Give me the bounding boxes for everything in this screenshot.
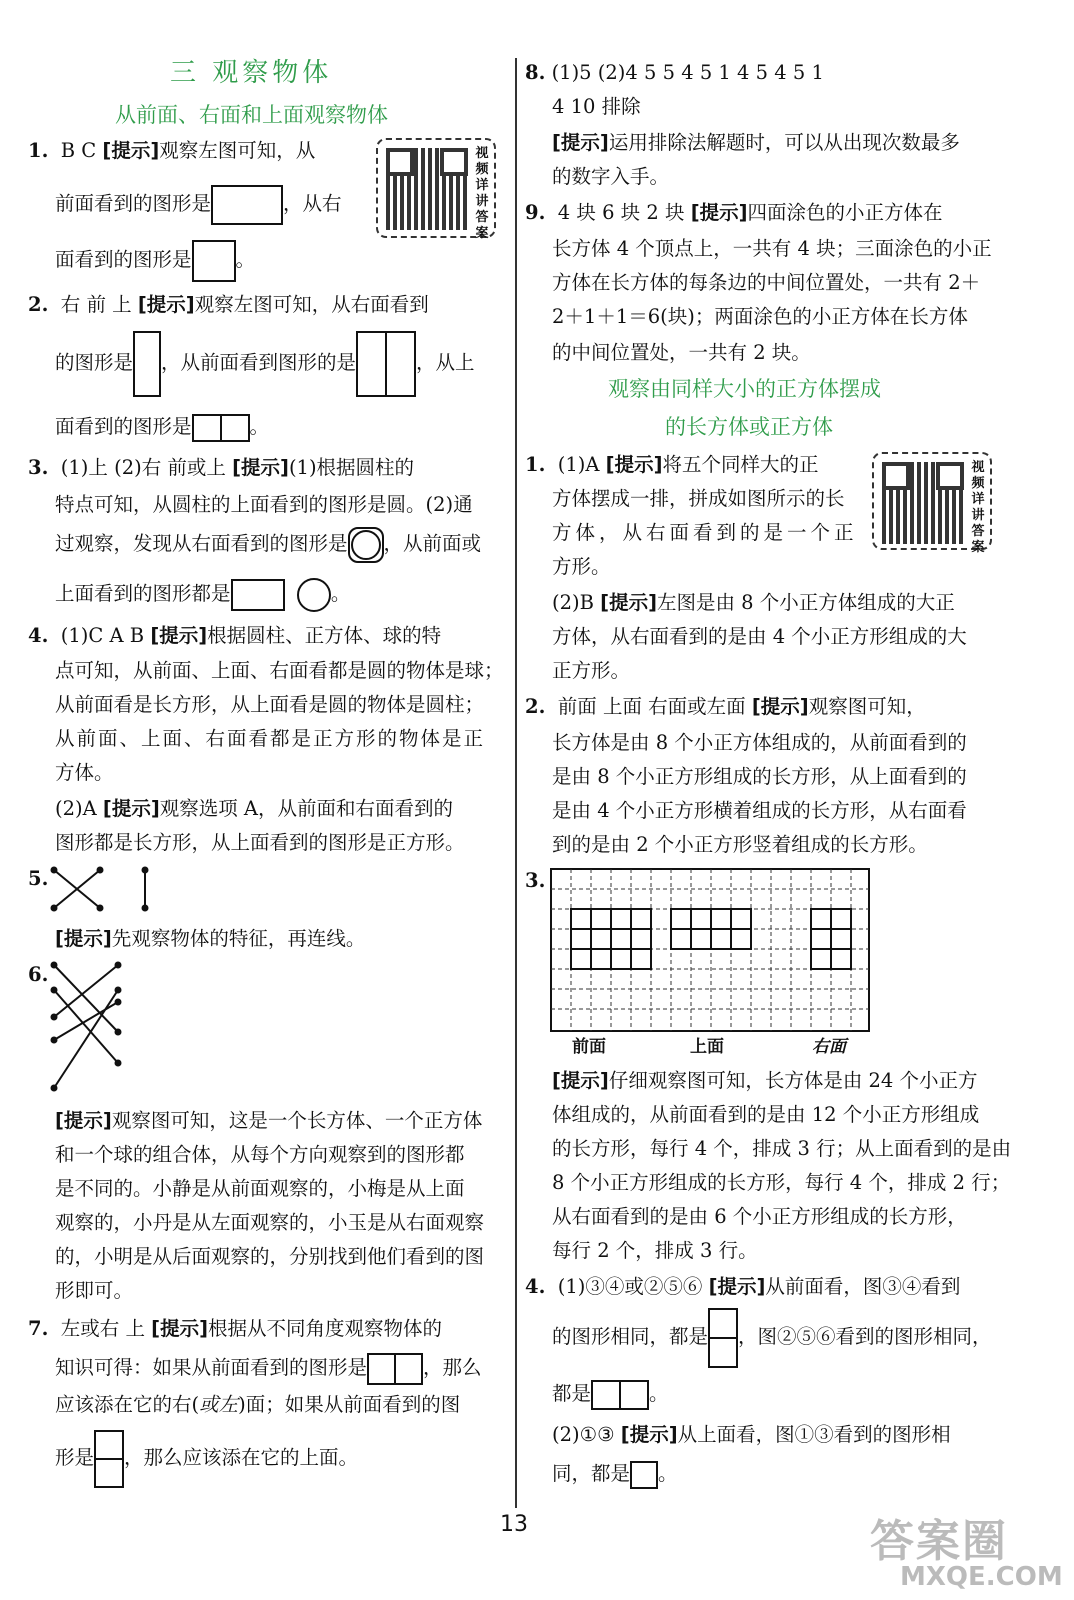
question-4-line-4: 从前面、上面、右面看都是正方形的物体是正 [55,727,486,750]
question-8-line-4: 的数字入手。 [552,165,670,188]
question-8-line-3: [提示]运用排除法解题时，可以从出现次数最多 [552,131,960,154]
matching-lines-q6 [48,960,128,1096]
column-divider [515,58,517,1508]
two-square-row-figure [591,1380,649,1410]
two-vertical-rect-figure [356,331,416,397]
part2-question-2-line-5: 到的是由 2 个小正方形竖着组成的长方形。 [552,833,928,856]
question-7-line-1: 7. 左或右 上 [提示]根据从不同角度观察物体的 [28,1317,443,1340]
qr-code-image [882,462,964,544]
question-6-line-1: [提示]观察图可知，这是一个长方体、一个正方体 [55,1109,483,1132]
rectangle-figure [231,579,285,611]
question-4-line-6: (2)A [提示]观察选项 A，从前面和右面看到的 [55,797,454,820]
part2-question-1-line-6: 方体，从右面看到的是由 4 个小正方形组成的大 [552,625,967,648]
part2-question-4-line-4: (2)①③ [提示]从上面看，图①③看到的图形相 [552,1423,951,1446]
question-5-hint: [提示]先观察物体的特征，再连线。 [55,927,366,950]
part2-question-4-line-2: 的图形相同，都是 ，图②⑤⑥看到的图形相同， [552,1306,992,1368]
question-4-line-5: 方体。 [55,761,114,784]
question-5-number: 5. [28,867,49,890]
question-1-line-2: 前面看到的图形是 ，从右 [55,182,342,226]
question-6-line-4: 观察的，小丹是从左面观察的，小玉是从右面观察 [55,1211,485,1234]
label-front: 前面 [572,1037,606,1057]
circle-figure [297,578,331,612]
square-figure [192,240,236,282]
part2-question-2-line-2: 长方体是由 8 个小正方体组成的，从前面看到的 [552,731,967,754]
qr-label: 视频详讲答案 [475,146,489,241]
part2-question-1-line-3: 方体，从右面看到的是一个正 [552,521,858,544]
question-2-line-2: 的图形是 ，从前面看到图形的是 ，从上 [55,330,475,397]
question-3-line-2: 特点可知，从圆柱的上面看到的图形是圆。(2)通 [55,493,473,516]
section-subtitle-2a: 观察由同样大小的正方体摆成 [608,377,881,401]
question-7-line-2: 知识可得：如果从前面看到的图形是 ，那么 [55,1350,482,1386]
question-1-line-3: 面看到的图形是 。 [55,238,255,282]
part2-question-3-line-1: [提示]仔细观察图可知，长方体是由 24 个小正方 [552,1069,978,1092]
part2-question-2-line-1: 2. 前面 上面 右面或左面 [提示]观察图可知， [525,695,926,718]
question-8-line-2: 4 10 排除 [552,95,641,118]
part2-question-3-line-2: 体组成的，从前面看到的是由 12 个小正方形组成 [552,1103,980,1126]
question-9-line-3: 方体在长方体的每条边的中间位置处，一共有 2＋ [552,271,981,294]
label-right: 右面 [812,1037,846,1057]
question-9-line-5: 的中间位置处，一共有 2 块。 [552,341,811,364]
watermark-logo: 答案圈 [870,1516,1008,1567]
qr-code-2[interactable] [872,452,992,555]
part2-question-4-line-5: 同，都是 。 [552,1458,678,1490]
two-square-row-figure [192,414,250,442]
two-square-row-figure [367,1353,423,1385]
question-7-line-4: 形是 ，那么应该添在它的上面。 [55,1428,358,1488]
question-4-line-3: 从前面看是长方形，从上面看是圆的物体是圆柱； [55,693,485,716]
two-square-column-figure [708,1308,738,1368]
tall-rectangle-figure [133,331,161,397]
part2-question-2-line-3: 是由 8 个小正方形组成的长方形，从上面看到的 [552,765,967,788]
part2-question-2-line-4: 是由 4 个小正方形横着组成的长方形，从右面看 [552,799,967,822]
question-2-line-3: 面看到的图形是 。 [55,412,269,442]
question-9-line-4: 2＋1＋1＝6(块)；两面涂色的小正方体在长方体 [552,305,968,328]
question-4-line-1: 4. (1)C A B [提示]根据圆柱、正方体、球的特 [28,624,442,647]
watermark-url: MXQE.COM [900,1562,1063,1592]
part2-question-3-line-5: 从右面看到的是由 6 个小正方形组成的长方形， [552,1205,967,1228]
question-6-line-6: 形即可。 [55,1279,134,1302]
part2-question-1-line-5: (2)B [提示]左图是由 8 个小正方体组成的大正 [552,591,955,614]
two-square-column-figure [94,1430,124,1488]
part2-question-1-line-4: 方形。 [552,555,611,578]
question-3-line-4: 上面看到的图形都是 。 [55,575,350,613]
question-6-line-3: 是不同的。小静是从前面观察的，小梅是从上面 [55,1177,465,1200]
question-8-line-1: 8. (1)5 (2)4 5 5 4 5 1 4 5 4 5 1 [525,61,824,84]
section-title: 三 观察物体 [170,58,333,88]
square-with-circle-figure [348,527,384,563]
question-1-line-1: 1. B C [提示]观察左图可知，从 [28,139,316,162]
page-number: 13 [500,1512,528,1537]
part2-question-3-line-3: 的长方形，每行 4 个，排成 3 行；从上面看到的是由 [552,1137,1012,1160]
views-grid-diagram [550,868,872,1034]
question-2-line-1: 2. 右 前 上 [提示]观察左图可知，从右面看到 [28,293,429,316]
label-top: 上面 [690,1037,724,1057]
part2-question-4-line-3: 都是 。 [552,1378,669,1410]
part2-question-4-line-1: 4. (1)③④或②⑤⑥ [提示]从前面看，图③④看到 [525,1275,961,1298]
question-9-line-2: 长方体 4 个顶点上，一共有 4 块；三面涂色的小正 [552,237,992,260]
rectangle-figure [211,185,283,225]
part2-question-1-line-1: 1. (1)A [提示]将五个同样大的正 [525,453,819,476]
part2-question-1-line-7: 正方形。 [552,659,631,682]
question-6-line-5: 的，小明是从后面观察的，分别找到他们看到的图 [55,1245,485,1268]
question-3-line-3: 过观察，发现从右面看到的图形是 ，从前面或 [55,524,481,564]
square-figure [630,1461,658,1489]
question-6-line-2: 和一个球的组合体，从每个方向观察到的图形都 [55,1143,465,1166]
part2-question-3-line-6: 每行 2 个，排成 3 行。 [552,1239,758,1262]
question-4-line-2: 点可知，从前面、上面、右面看都是圆的物体是球； [55,659,504,682]
question-3-line-1: 3. (1)上 (2)右 前或上 [提示](1)根据圆柱的 [28,456,415,479]
qr-code[interactable] [376,138,496,241]
part2-question-1-line-2: 方体摆成一排，拼成如图所示的长 [552,487,845,510]
section-subtitle-2b: 的长方体或正方体 [665,415,833,439]
part2-question-3-number: 3. [525,869,546,892]
matching-lines-q5 [48,866,158,914]
part2-question-3-line-4: 8 个小正方形组成的长方形，每行 4 个，排成 2 行； [552,1171,1011,1194]
question-9-line-1: 9. 4 块 6 块 2 块 [提示]四面涂色的小正方体在 [525,201,943,224]
question-7-line-3: 应该添在它的右(或左)面；如果从前面看到的图 [55,1393,461,1416]
qr-label: 视频详讲答案 [971,460,985,555]
qr-code-image [386,148,468,230]
question-4-line-7: 图形都是长方形，从上面看到的图形是正方形。 [55,831,465,854]
section-subtitle: 从前面、右面和上面观察物体 [115,103,388,127]
question-6-number: 6. [28,963,49,986]
